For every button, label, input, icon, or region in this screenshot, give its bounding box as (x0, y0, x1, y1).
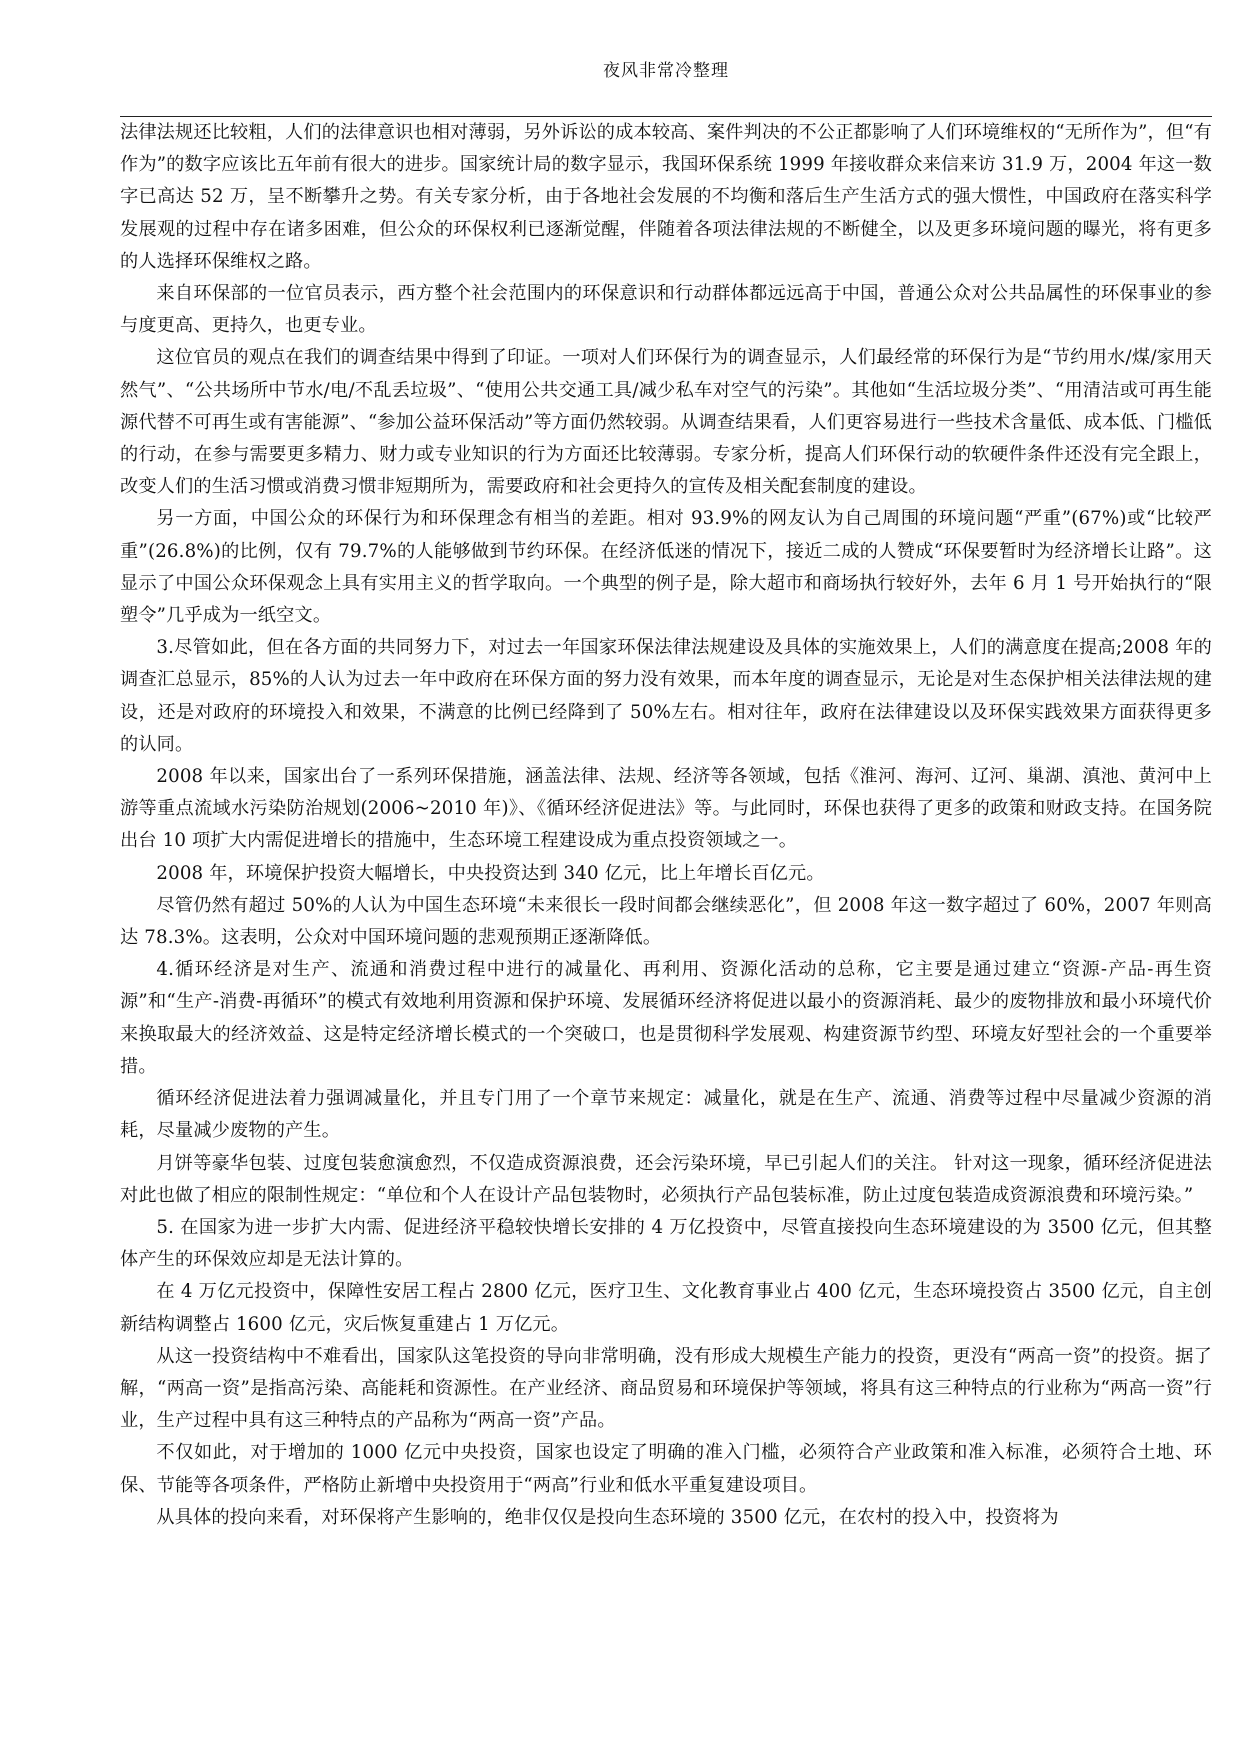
paragraph-15: 不仅如此，对于增加的 1000 亿元中央投资，国家也设定了明确的准入门槛，必须符合产业政策和准入标准，必须符合土地、环保、节能等各项条件，严格防止新增中央投资用于“两高”行业和低水平重复建设项目。 (120, 1442, 1212, 1496)
document-body (120, 117, 1212, 1534)
header-title: 夜风非常冷整理 (603, 61, 729, 81)
paragraph-6: 2008 年以来，国家出台了一系列环保措施，涵盖法律、法规、经济等各领域，包括《淮河、海河、辽河、巢湖、滇池、黄河中上游等重点流域水污染防治规划(2006~2010 年)》、《循环经济促进法》等。与此同时，环保也获得了更多的政策和财政支持。在国务院出台 10 项扩大内需促进增长的措施中，生态环境工程建设成为重点投资领域之一。 (120, 766, 1212, 852)
paragraph-16: 从具体的投向来看，对环保将产生影响的，绝非仅仅是投向生态环境的 3500 亿元，在农村的投入中，投资将为 (156, 1506, 1059, 1528)
paragraph-5: 3.尽管如此，但在各方面的共同努力下，对过去一年国家环保法律法规建设及具体的实施效果上，人们的满意度在提高;2008 年的调查汇总显示，85%的人认为过去一年中政府在环保方面的努力没有效果，而本年度的调查显示，无论是对生态保护相关法律法规的建设，还是对政府的环境投入和效果，不满意的比例已经降到了 50%左右。相对往年，政府在法律建设以及环保实践效果方面获得更多的认同。 (120, 637, 1212, 755)
paragraph-9: 4.循环经济是对生产、流通和消费过程中进行的减量化、再利用、资源化活动的总称，它主要是通过建立“资源-产品-再生资源”和“生产-消费-再循环”的模式有效地利用资源和保护环境、发展循环经济将促进以最小的资源消耗、最少的废物排放和最小环境代价来换取最大的经济效益、这是特定经济增长模式的一个突破口，也是贯彻科学发展观、构建资源节约型、环境友好型社会的一个重要举措。 (120, 959, 1212, 1077)
paragraph-11: 月饼等豪华包装、过度包装愈演愈烈，不仅造成资源浪费，还会污染环境，早已引起人们的关注。 针对这一现象，循环经济促进法对此也做了相应的限制性规定：“单位和个人在设计产品包装物时，必须执行产品包装标准，防止过度包装造成资源浪费和环境污染。” (120, 1152, 1212, 1206)
paragraph-13: 在 4 万亿元投资中，保障性安居工程占 2800 亿元，医疗卫生、文化教育事业占 400 亿元，生态环境投资占 3500 亿元，自主创新结构调整占 1600 亿元，灾后恢复重建占 1 万亿元。 (120, 1281, 1212, 1335)
paragraph-8: 尽管仍然有超过 50%的人认为中国生态环境“未来很长一段时间都会继续恶化”，但 2008 年这一数字超过了 60%，2007 年则高达 78.3%。这表明，公众对中国环境问题的悲观预期正逐渐降低。 (120, 894, 1212, 949)
page-header (120, 56, 1212, 117)
paragraph-12: 5. 在国家为进一步扩大内需、促进经济平稳较快增长安排的 4 万亿投资中，尽管直接投向生态环境建设的为 3500 亿元，但其整体产生的环保效应却是无法计算的。 (120, 1216, 1212, 1271)
paragraph-1: 法律法规还比较粗，人们的法律意识也相对薄弱，另外诉讼的成本较高、案件判决的不公正都影响了人们环境维权的“无所作为”，但“有作为”的数字应该比五年前有很大的进步。国家统计局的数字显示，我国环保系统 1999 年接收群众来信来访 31.9 万，2004 年这一数字已高达 52 万，呈不断攀升之势。有关专家分析，由于各地社会发展的不均衡和落后生产生活方式的强大惯性，中国政府在落实科学发展观的过程中存在诸多困难，但公众的环保权利已逐渐觉醒，伴随着各项法律法规的不断健全，以及更多环境问题的曝光，将有更多的人选择环保维权之路。 (120, 122, 1212, 272)
paragraph-3: 这位官员的观点在我们的调查结果中得到了印证。一项对人们环保行为的调查显示，人们最经常的环保行为是“节约用水/煤/家用天然气”、“公共场所中节水/电/不乱丢垃圾”、“使用公共交通工具/减少私车对空气的污染”。其他如“生活垃圾分类”、“用清洁或可再生能源代替不可再生或有害能源”、“参加公益环保活动”等方面仍然较弱。从调查结果看，人们更容易进行一些技术含量低、成本低、门槛低的行动，在参与需要更多精力、财力或专业知识的行为方面还比较薄弱。专家分析，提高人们环保行动的软硬件条件还没有完全跟上，改变人们的生活习惯或消费习惯非短期所为，需要政府和社会更持久的宣传及相关配套制度的建设。 (120, 347, 1212, 498)
paragraph-2: 来自环保部的一位官员表示，西方整个社会范围内的环保意识和行动群体都远远高于中国，普通公众对公共品属性的环保事业的参与度更高、更持久，也更专业。 (120, 283, 1212, 337)
paragraph-10: 循环经济促进法着力强调减量化，并且专门用了一个章节来规定：减量化，就是在生产、流通、消费等过程中尽量减少资源的消耗，尽量减少废物的产生。 (120, 1088, 1212, 1142)
paragraph-7: 2008 年，环境保护投资大幅增长，中央投资达到 340 亿元，比上年增长百亿元。 (156, 862, 825, 884)
paragraph-14: 从这一投资结构中不难看出，国家队这笔投资的导向非常明确，没有形成大规模生产能力的投资，更没有“两高一资”的投资。据了解，“两高一资”是指高污染、高能耗和资源性。在产业经济、商品贸易和环境保护等领域，将具有这三种特点的行业称为“两高一资”行业，生产过程中具有这三种特点的产品称为“两高一资”产品。 (120, 1345, 1212, 1432)
paragraph-4: 另一方面，中国公众的环保行为和环保理念有相当的差距。相对 93.9%的网友认为自己周围的环境问题“严重”(67%)或“比较严重”(26.8%)的比例，仅有 79.7%的人能够做到节约环保。在经济低迷的情况下，接近二成的人赞成“环保要暂时为经济增长让路”。这显示了中国公众环保观念上具有实用主义的哲学取向。一个典型的例子是，除大超市和商场执行较好外，去年 6 月 1 号开始执行的“限塑令”几乎成为一纸空文。 (120, 508, 1212, 627)
